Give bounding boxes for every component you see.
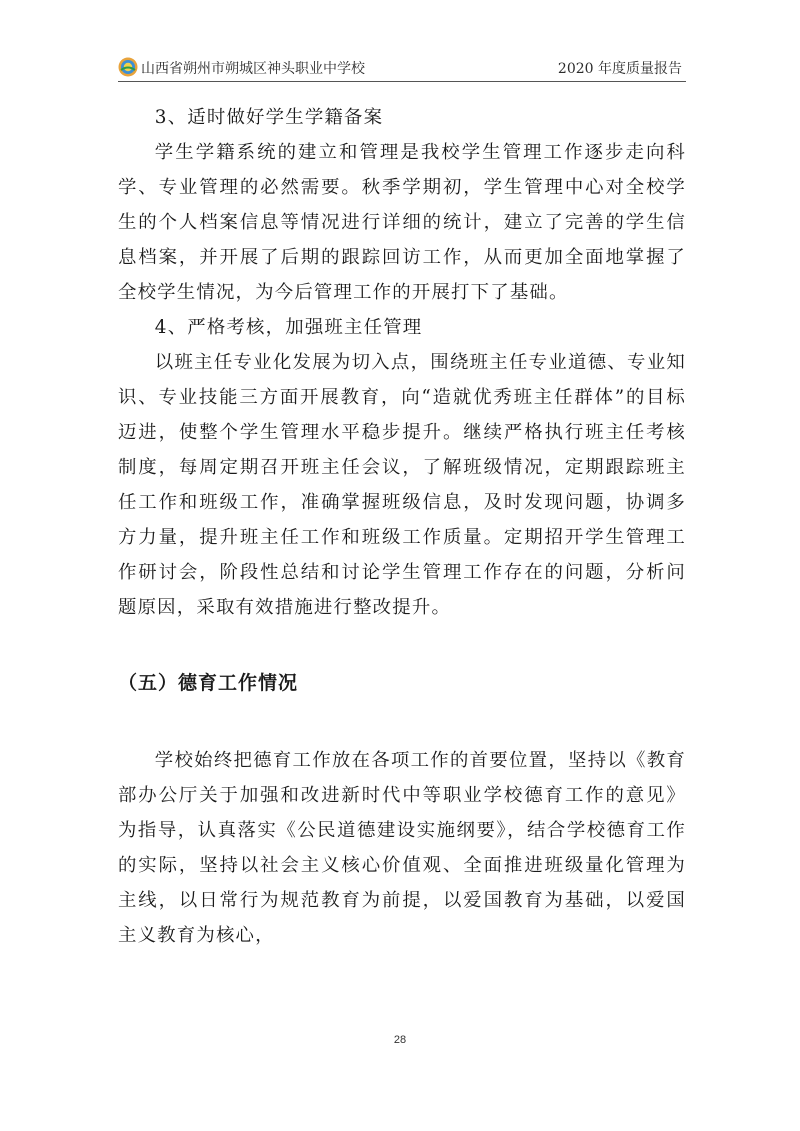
- item4-heading: 4、严格考核，加强班主任管理: [154, 317, 423, 338]
- item3-heading: 3、适时做好学生学籍备案: [154, 107, 384, 128]
- item3-paragraph: 学生学籍系统的建立和管理是我校学生管理工作逐步走向科学、专业管理的必然需要。秋季学期初，学生管理中心对全校学生的个人档案信息等情况进行详细的统计，建立了完善的学生信息档案，并开展了后期的跟踪回访工作，从而更加全面地掌握了全校学生情况，为今后管理工作的开展打下了基础。: [118, 142, 686, 303]
- page-header: [118, 56, 686, 82]
- page-number: 28: [393, 1034, 407, 1046]
- section5-paragraph: 学校始终把德育工作放在各项工作的首要位置，坚持以《教育部办公厅关于加强和改进新时代中等职业学校德育工作的意见》为指导，认真落实《公民道德建设实施纲要》，结合学校德育工作的实际，坚持以社会主义核心价值观、全面推进班级量化管理为主线，以日常行为规范教育为前提，以爱国教育为基础，以爱国主义教育为核心，: [118, 750, 686, 946]
- school-logo-icon: [118, 57, 138, 77]
- header-school-name: 山西省朔州市朔城区神头职业中学校: [141, 61, 365, 77]
- section-spacer: [118, 701, 686, 743]
- document-body: [118, 100, 686, 953]
- item4-paragraph: 以班主任专业化发展为切入点，围绕班主任专业道德、专业知识、专业技能三方面开展教育，向“造就优秀班主任群体”的目标迈进，使整个学生管理水平稳步提升。继续严格执行班主任考核制度，每周定期召开班主任会议，了解班级情况，定期跟踪班主任工作和班级工作，准确掌握班级信息，及时发现问题，协调多方力量，提升班主任工作和班级工作质量。定期招开学生管理工作研讨会，阶段性总结和讨论学生管理工作存在的问题，分析问题原因，采取有效措施进行整改提升。: [118, 352, 686, 618]
- header-report-title: 2020 年度质量报告: [557, 61, 682, 77]
- header-divider: [118, 81, 686, 82]
- section5-heading: （五）德育工作情况: [118, 672, 299, 694]
